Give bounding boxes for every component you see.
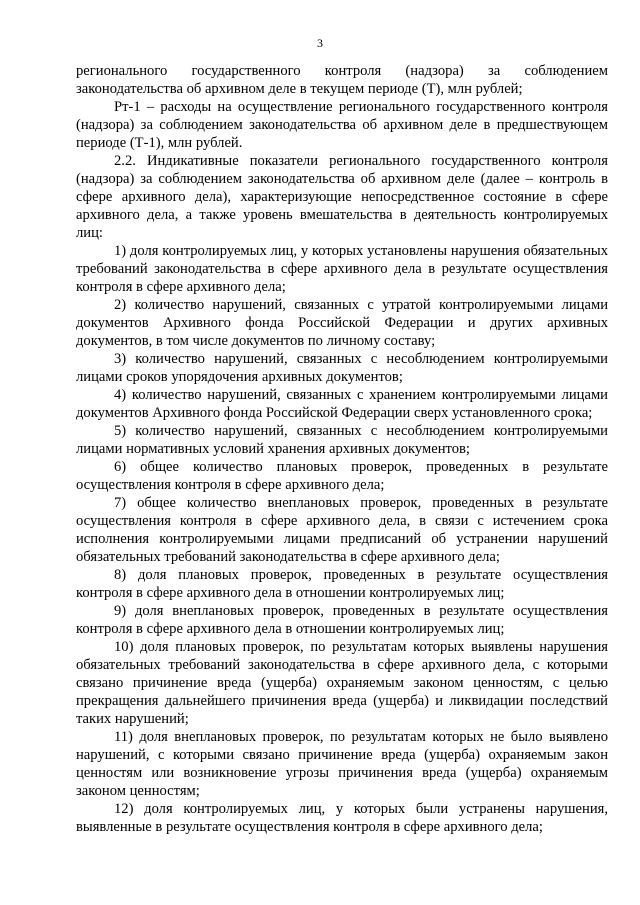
list-item: 6) общее количество плановых проверок, проведенных в результате осуществления контроля в сфере архивного дела; [76, 459, 608, 493]
page-number: 3 [317, 36, 323, 50]
list-item: 1) доля контролируемых лиц, у которых установлены нарушения обязательных требований законодательства в сфере архивного дела в результате осуществления контроля в сфере архивного дела; [76, 243, 608, 295]
list-item: 8) доля плановых проверок, проведенных в результате осуществления контроля в сфере архивного дела в отношении контролируемых лиц; [76, 567, 608, 601]
paragraph: Рт-1 – расходы на осуществление регионального государственного контроля (надзора) за соблюдением законодательства об архивном деле в предшествующем периоде (Т-1), млн рублей. [76, 99, 608, 151]
document-body [76, 62, 608, 836]
list-item: 9) доля внеплановых проверок, проведенных в результате осуществления контроля в сфере архивного дела в отношении контролируемых лиц; [76, 603, 608, 637]
list-item: 10) доля плановых проверок, по результатам которых выявлены нарушения обязательных требований законодательства в сфере архивного дела, с которыми связано причинение вреда (ущерба) охраняемым законом ценностям, с целью прекращения дальнейшего причинения вреда (ущерба) и ликвидации последствий таких нарушений; [76, 639, 608, 727]
list-item: 11) доля внеплановых проверок, по результатам которых не было выявлено нарушений, с которыми связано причинение вреда (ущерба) охраняемым закон ценностям или возникновение угрозы причинения вреда (ущерба) охраняемым законом ценностям; [76, 729, 608, 799]
list-item: 2) количество нарушений, связанных с утратой контролируемыми лицами документов Архивного фонда Российской Федерации и других архивных документов, в том числе документов по личному составу; [76, 297, 608, 349]
list-item: 3) количество нарушений, связанных с несоблюдением контролируемыми лицами сроков упорядочения архивных документов; [76, 351, 608, 385]
list-item: 12) доля контролируемых лиц, у которых были устранены нарушения, выявленные в результате осуществления контроля в сфере архивного дела; [76, 801, 608, 835]
paragraph: 2.2. Индикативные показатели регионального государственного контроля (надзора) за соблюдением законодательства об архивном деле (далее – контроль в сфере архивного дела), характеризующие непосредственное состояние в сфере архивного дела, а также уровень вмешательства в деятельность контролируемых лиц: [76, 153, 608, 241]
list-item: 7) общее количество внеплановых проверок, проведенных в результате осуществления контроля в сфере архивного дела, в связи с истечением срока исполнения контролируемыми лицами предписаний об устранении нарушений обязательных требований законодательства в сфере архивного дела; [76, 495, 608, 565]
list-item: 4) количество нарушений, связанных с хранением контролируемыми лицами документов Архивного фонда Российской Федерации сверх установленного срока; [76, 387, 608, 421]
paragraph: регионального государственного контроля (надзора) за соблюдением законодательства об архивном деле в текущем периоде (Т), млн рублей; [76, 63, 608, 97]
list-item: 5) количество нарушений, связанных с несоблюдением контролируемыми лицами нормативных условий хранения архивных документов; [76, 423, 608, 457]
